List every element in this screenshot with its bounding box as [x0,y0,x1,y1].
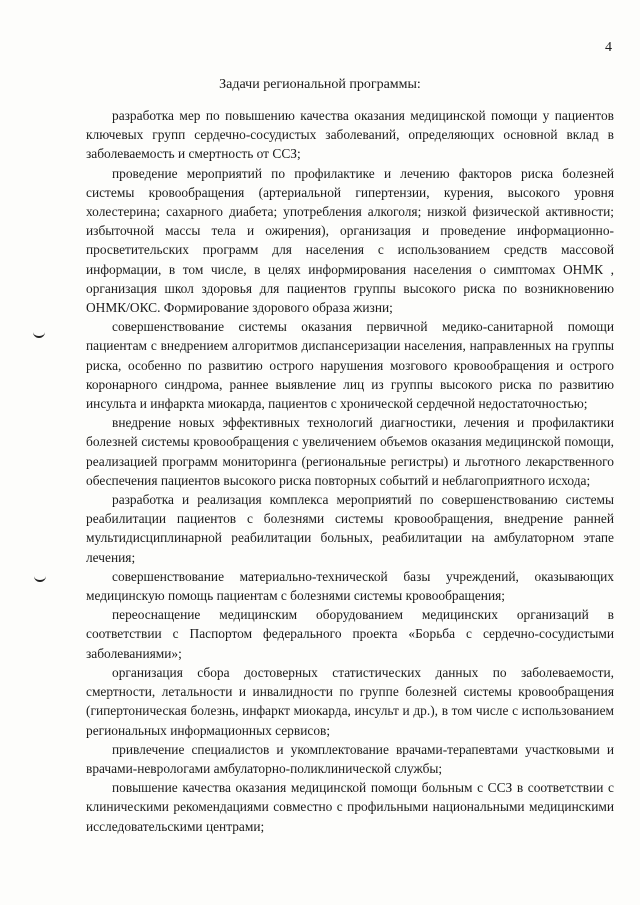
task-paragraph: внедрение новых эффективных технологий диагностики, лечения и профилактики болезней системы кровообращения с увеличением объемов оказания медицинской помощи, реализацией программ мониторинга (региональные регистры) и льготного лекарственного обеспечения пациентов высокого риска повторных событий и неблагоприятного исхода; [86,415,614,488]
margin-pen-mark [33,330,45,338]
section-title: Задачи региональной программы: [219,77,421,92]
task-paragraph: повышение качества оказания медицинской помощи больным с ССЗ в соответствии с клиническими рекомендациями совместно с профильными национальными медицинскими исследовательскими центрами; [86,780,614,834]
task-paragraph: привлечение специалистов и укомплектование врачами-терапевтами участковыми и врачами-неврологами амбулаторно-поликлинической службы; [86,741,614,776]
page-number: 4 [605,40,612,55]
task-paragraph: совершенствование системы оказания первичной медико-санитарной помощи пациентам с внедрением алгоритмов диспансеризации населения, направленных на группы риска, особенно по развитию острого нарушения мозгового кровообращения и острого коронарного синдрома, раннее выявление лиц из группы высокого риска по развитию инсульта и инфаркта миокарда, пациентов с хронической сердечной недостаточностью; [86,319,614,412]
task-list [86,106,614,836]
task-paragraph: проведение мероприятий по профилактике и лечению факторов риска болезней системы кровообращения (артериальной гипертензии, курения, высокого уровня холестерина; сахарного диабета; употребления алкоголя; низкой физической активности; избыточной массы тела и ожирения), организация и проведение информационно-просветительских программ для населения с использованием средств массовой информации, в том числе, в целях информирования населения о симптомах ОНМК , организация школ здоровья для пациентов группы высокого риска по возникновению ОНМК/ОКС. Формирование здорового образа жизни; [86,165,614,316]
margin-pen-mark [34,574,46,582]
task-paragraph: разработка мер по повышению качества оказания медицинской помощи у пациентов ключевых групп сердечно-сосудистых заболеваний, определяющих основной вклад в заболеваемость и смертность от ССЗ; [86,108,614,162]
task-paragraph: организация сбора достоверных статистических данных по заболеваемости, смертности, летальности и инвалидности по группе болезней системы кровообращения (гипертоническая болезнь, инфаркт миокарда, инсульт и др.), в том числе с использованием региональных информационных сервисов; [86,664,614,738]
task-paragraph: разработка и реализация комплекса мероприятий по совершенствованию системы реабилитации пациентов с болезнями системы кровообращения, внедрение ранней мультидисциплинарной реабилитации больных, реабилитации на амбулаторном этапе лечения; [86,492,614,565]
task-paragraph: совершенствование материально-технической базы учреждений, оказывающих медицинскую помощь пациентам с болезнями системы кровообращения; [86,568,614,604]
task-paragraph: переоснащение медицинским оборудованием медицинских организаций в соответствии с Паспортом федерального проекта «Борьба с сердечно-сосудистыми заболеваниями»; [86,607,614,661]
